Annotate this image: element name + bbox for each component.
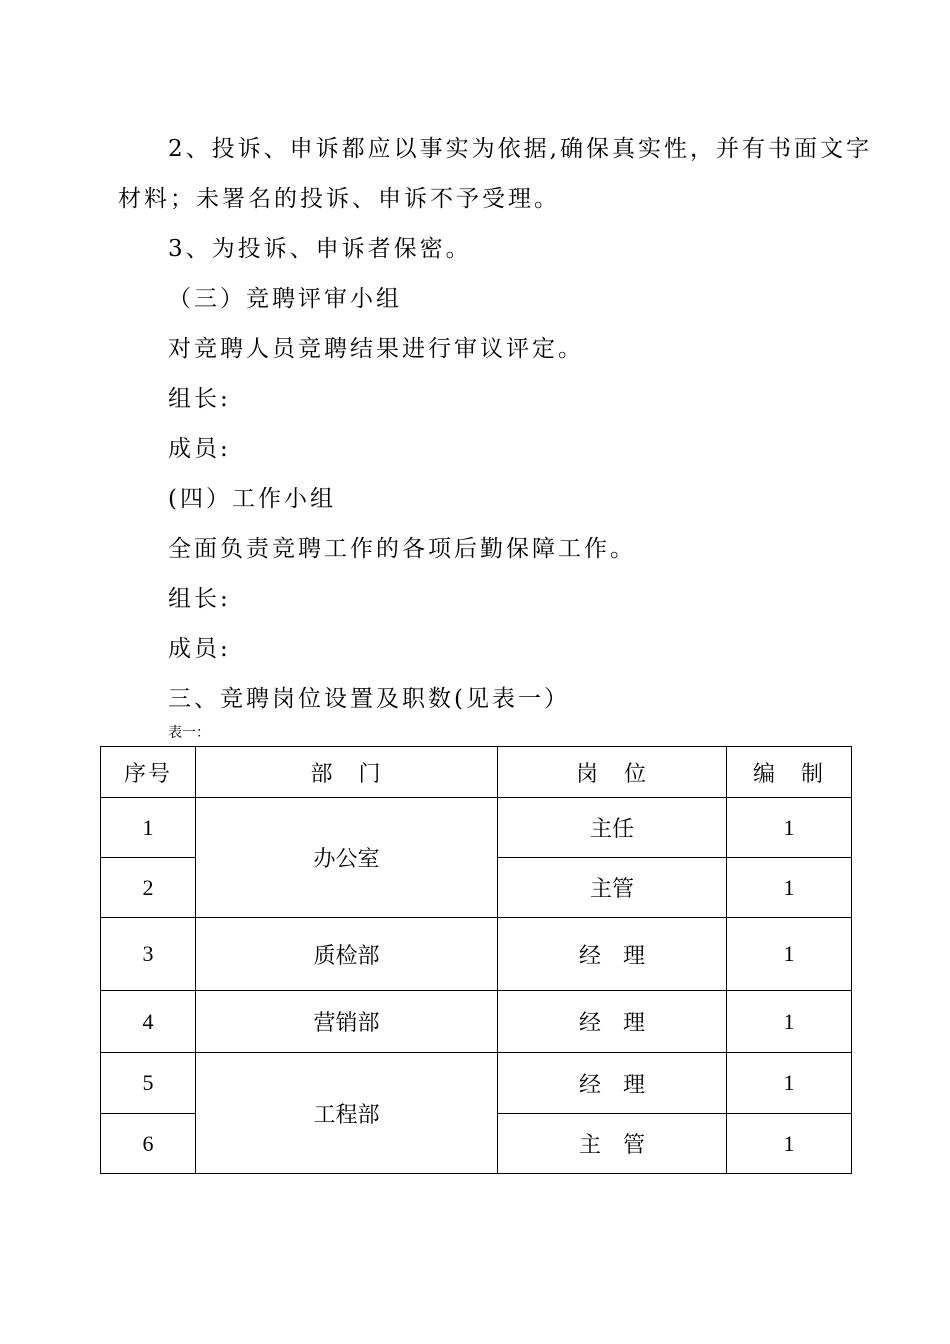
work-group-description: 全面负责竞聘工作的各项后勤保障工作。 (168, 536, 636, 562)
row-number: 5 (101, 1053, 196, 1114)
work-group-leader: 组长: (168, 586, 231, 612)
position-cell: 主管 (498, 858, 727, 918)
position-cell: 经 理 (498, 991, 727, 1053)
position-cell: 经 理 (498, 1053, 727, 1114)
paragraph-3: 3、为投诉、申诉者保密。 (168, 236, 472, 262)
positions-table (100, 746, 852, 1174)
position-cell: 经 理 (498, 918, 727, 991)
department-cell: 营销部 (196, 991, 498, 1053)
department-cell: 工程部 (196, 1053, 498, 1174)
quota-cell: 1 (727, 1114, 852, 1174)
header-department: 部 门 (196, 747, 498, 798)
table-row (101, 798, 852, 858)
quota-cell: 1 (727, 991, 852, 1053)
department-cell: 质检部 (196, 918, 498, 991)
heading-work-group: (四）工作小组 (168, 486, 336, 512)
paragraph-2-line2: 材料；未署名的投诉、申诉不予受理。 (118, 186, 560, 212)
review-group-members: 成员: (168, 436, 231, 462)
quota-cell: 1 (727, 798, 852, 858)
review-group-leader: 组长: (168, 386, 231, 412)
review-group-description: 对竞聘人员竞聘结果进行审议评定。 (168, 336, 584, 362)
quota-cell: 1 (727, 1053, 852, 1114)
table-caption: 表一： (168, 725, 210, 741)
paragraph-2-line1: 2、投诉、申诉都应以事实为依据,确保真实性，并有书面文字 (168, 136, 872, 162)
row-number: 6 (101, 1114, 196, 1174)
position-cell: 主 管 (498, 1114, 727, 1174)
table-row (101, 918, 852, 991)
heading-review-group: （三）竞聘评审小组 (168, 286, 402, 312)
position-cell: 主任 (498, 798, 727, 858)
table-header-row (101, 747, 852, 798)
header-position: 岗 位 (498, 747, 727, 798)
row-number: 4 (101, 991, 196, 1053)
row-number: 3 (101, 918, 196, 991)
header-number: 序号 (101, 747, 196, 798)
quota-cell: 1 (727, 918, 852, 991)
table-row (101, 1053, 852, 1114)
work-group-members: 成员: (168, 636, 231, 662)
row-number: 1 (101, 798, 196, 858)
table-row (101, 991, 852, 1053)
row-number: 2 (101, 858, 196, 918)
heading-positions: 三、竞聘岗位设置及职数(见表一） (168, 686, 570, 712)
header-quota: 编 制 (727, 747, 852, 798)
quota-cell: 1 (727, 858, 852, 918)
department-cell: 办公室 (196, 798, 498, 918)
